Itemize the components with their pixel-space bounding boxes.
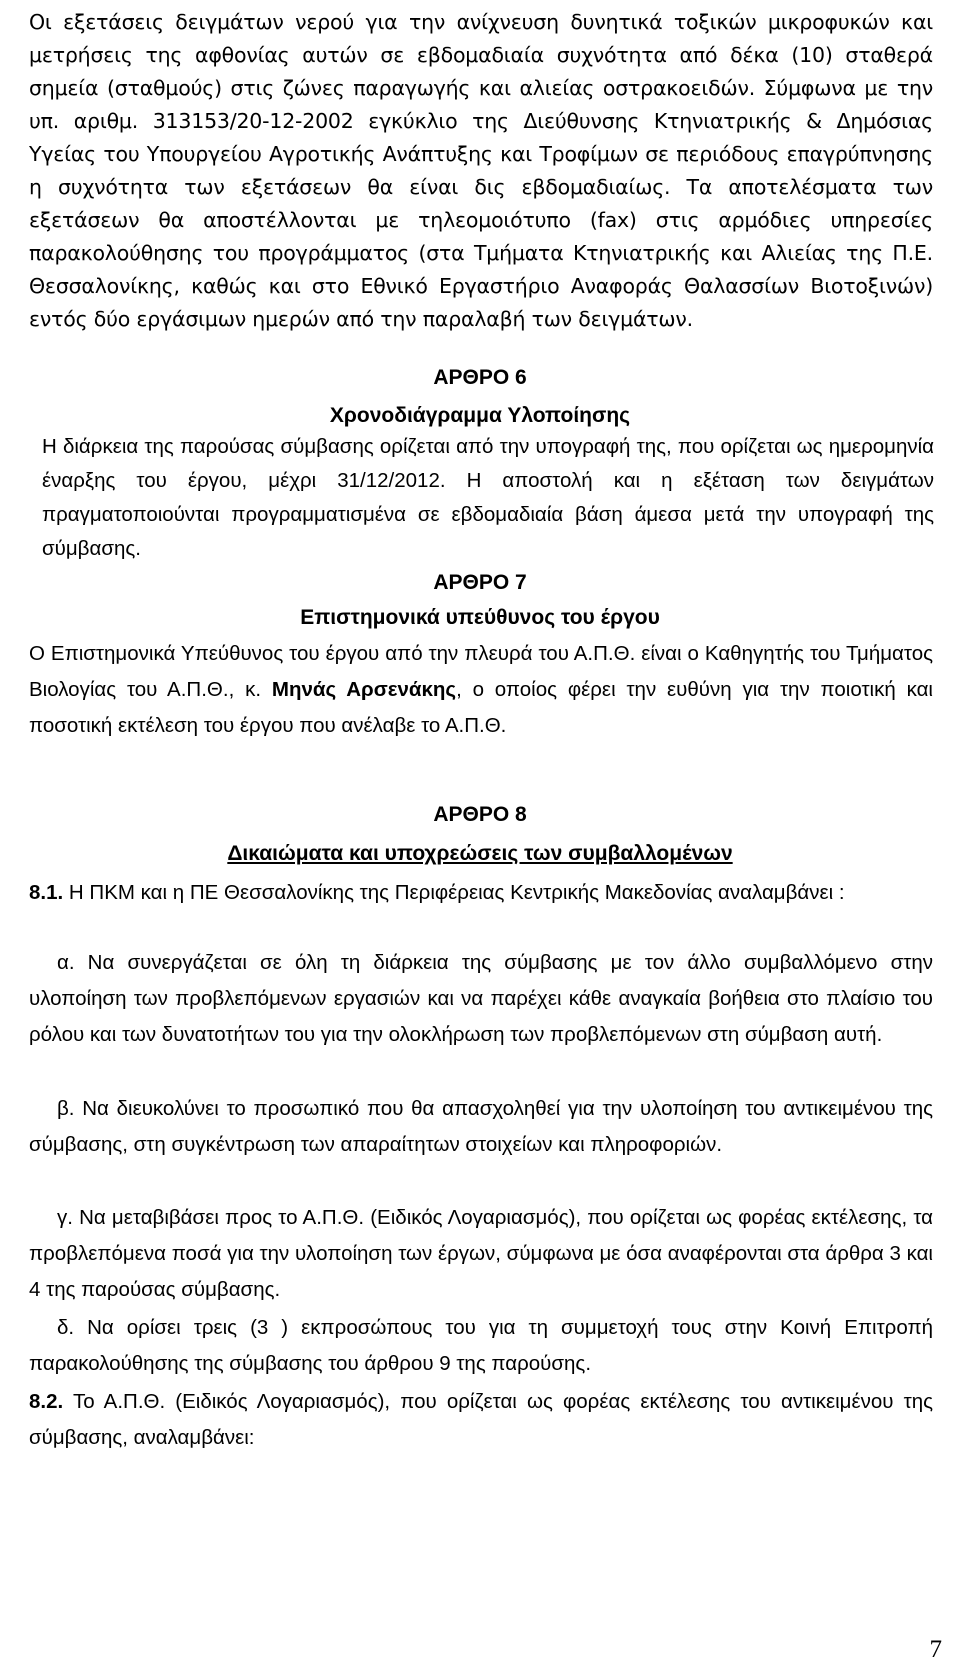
item-b-text: β. Να διευκολύνει το προσωπικό που θα απασχοληθεί για την υλοποίηση του αντικειμένου της σύμβασης, στη συγκέντρωση των απαραίτητων στοιχείων και πληροφοριών. [29,1097,933,1156]
article6-subtitle: Χρονοδιάγραμμα Υλοποίησης [329,404,631,427]
section-8-2 [29,1384,933,1456]
article7-text-before: Ο Επιστημονικά Υπεύθυνος του έργου από την πλευρά του Α.Π.Θ. είναι ο Καθηγητής του Τμήματος Βιολογίας του Α.Π.Θ., κ. [29,642,933,701]
page-number: 7 [929,1636,942,1663]
article6-title: ΑΡΘΡΟ 6 [433,366,527,389]
item-a [29,945,933,1053]
section-8-1-number: 8.1. [29,881,64,904]
article7-subtitle: Επιστημονικά υπεύθυνος του έργου [300,606,660,629]
section-8-2-number: 8.2. [29,1390,64,1413]
article7-text-after: , ο οποίος φέρει την ευθύνη για την ποιοτική και ποσοτική εκτέλεση του έργου που ανέλαβε το Α.Π.Θ. [29,678,933,737]
item-c [29,1200,933,1308]
item-b [29,1091,933,1163]
section-8-2-text: Το Α.Π.Θ. (Ειδικός Λογαριασμός), που ορίζεται ως φορέας εκτέλεσης του αντικειμένου της σύμβασης, αναλαμβάνει: [29,1390,933,1449]
item-a-text: α. Να συνεργάζεται σε όλη τη διάρκεια της σύμβασης με τον άλλο συμβαλλόμενο στην υλοποίηση των προβλεπόμενων εργασιών και να παρέχει κάθε αναγκαία βοήθεια στο πλαίσιο του ρόλου και των δυνατοτήτων του για την ολοκλήρωση των προβλεπόμενων στη σύμβαση αυτή. [29,951,933,1046]
section-8-1-text: Η ΠΚΜ και η ΠΕ Θεσσαλονίκης της Περιφέρειας Κεντρικής Μακεδονίας αναλαμβάνει : [68,881,845,904]
article7-paragraph [29,636,933,744]
article7-title: ΑΡΘΡΟ 7 [433,571,527,594]
article8-title: ΑΡΘΡΟ 8 [433,803,527,826]
article6-paragraph: Η διάρκεια της παρούσας σύμβασης ορίζεται από την υπογραφή της, που ορίζεται ως ημερομηνία έναρξης του έργου, μέχρι 31/12/2012. Η αποστολή και η εξέταση των δειγμάτων πραγματοποιούνται προγραμματισμένα σε εβδομαδιαία βάση άμεσα μετά την υπογραφή της σύμβασης. [42,435,934,560]
article8-subtitle: Δικαιώματα και υποχρεώσεις των συμβαλλομένων [227,842,733,865]
item-c-text: γ. Να μεταβιβάσει προς το Α.Π.Θ. (Ειδικός Λογαριασμός), που ορίζεται ως φορέας εκτέλεσης, τα προβλεπόμενα ποσά για την υλοποίηση των έργων, σύμφωνα με όσα αναφέρονται στα άρθρα 3 και 4 της παρούσας σύμβασης. [29,1206,933,1301]
item-d [29,1310,933,1382]
scientific-lead-name: Μηνάς Αρσενάκης [271,678,457,701]
intro-paragraph: Οι εξετάσεις δειγμάτων νερού για την ανίχνευση δυνητικά τοξικών μικροφυκών και μετρήσεις της αφθονίας αυτών σε εβδομαδιαία συχνότητα από δέκα (10) σταθερά σημεία (σταθμούς) στις ζώνες παραγωγής και αλιείας οστρακοειδών. Σύμφωνα με την υπ. αριθμ. 313153/20-12-2002 εγκύκλιο της Διεύθυνσης Κτηνιατρικής & Δημόσιας Υγείας του Υπουργείου Αγροτικής Ανάπτυξης και Τροφίμων σε περιόδους επαγρύπνησης η συχνότητα των εξετάσεων θα είναι δις εβδομαδιαίως. Τα αποτελέσματα των εξετάσεων θα αποστέλλονται με τηλεομοιότυπο (fax) στις αρμόδιες υπηρεσίες παρακολούθησης του προγράμματος (στα Τμήματα Κτηνιατρικής και Αλιείας της Π.Ε. Θεσσαλονίκης, καθώς και στο Εθνικό Εργαστήριο Αναφοράς Θαλασσίων Βιοτοξινών) εντός δύο εργάσιμων ημερών από την παραλαβή των δειγμάτων. [29,10,933,331]
item-d-text: δ. Να ορίσει τρεις (3 ) εκπροσώπους του για τη συμμετοχή τους στην Κοινή Επιτροπή παρακολούθησης της σύμβασης του άρθρου 9 της παρούσης. [29,1316,933,1375]
section-8-1 [29,875,933,911]
